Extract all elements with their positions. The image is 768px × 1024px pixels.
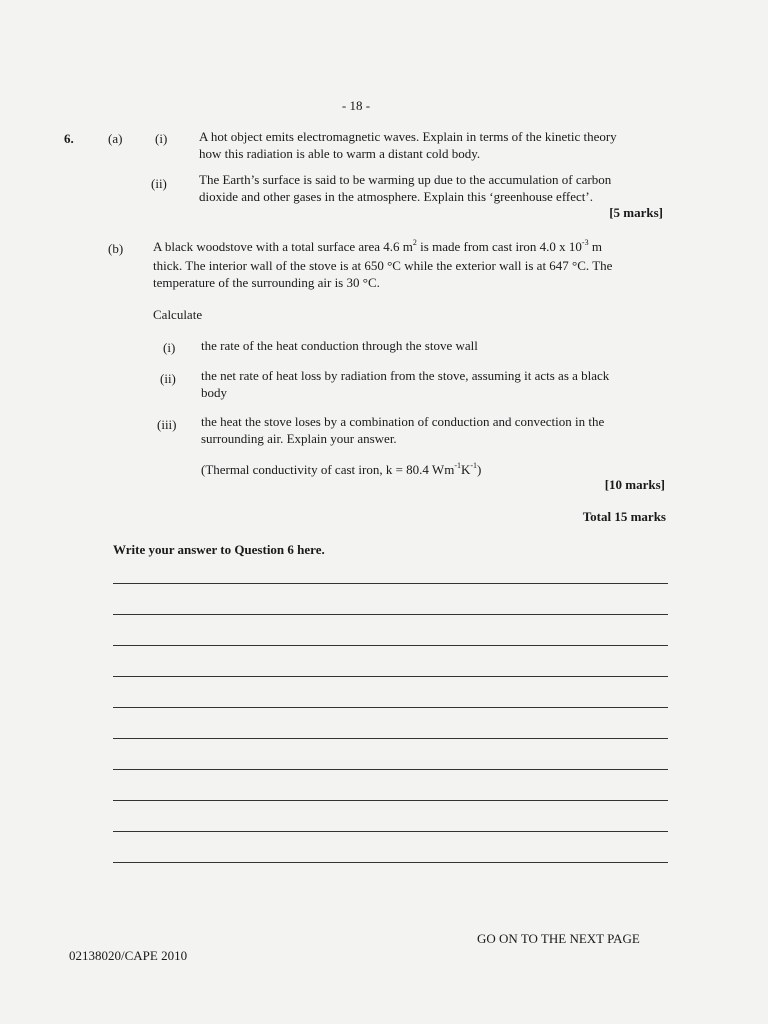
- part-a-i-line1: A hot object emits electromagnetic waves. Explain in terms of the kinetic theory: [199, 129, 617, 144]
- answer-line[interactable]: [113, 583, 668, 584]
- part-b-i-text: the rate of the heat conduction through the stove wall: [201, 338, 478, 353]
- total-marks: Total 15 marks: [582, 509, 666, 524]
- part-b-intro-line1: A black woodstove with a total surface area 4.6 $m^2$ is made from cast iron 4.0 x $10^{-3}$ m: [153, 237, 602, 254]
- part-a-ii-text: [199, 171, 611, 205]
- part-b-iii-label: (iii): [157, 417, 177, 432]
- answer-prompt: Write your answer to Question 6 here.: [113, 542, 325, 557]
- answer-line[interactable]: [113, 676, 668, 677]
- part-a-i-line2: how this radiation is able to warm a distant cold body.: [199, 146, 481, 161]
- part-b-intro-line3: temperature of the surrounding air is 30 °C.: [153, 275, 380, 290]
- go-on-next-page: GO ON TO THE NEXT PAGE: [477, 931, 640, 946]
- part-b-iii-text: [201, 413, 604, 447]
- page-number: - 18 -: [341, 98, 371, 113]
- answer-line[interactable]: [113, 707, 668, 708]
- part-a-ii-line2: dioxide and other gases in the atmosphere. Explain this ‘greenhouse effect’.: [199, 189, 593, 204]
- part-b-iii-line1: the heat the stove loses by a combination of conduction and convection in the: [201, 414, 605, 429]
- part-b-ii-text: [201, 367, 609, 401]
- part-a-i-text: [199, 128, 617, 162]
- answer-line[interactable]: [113, 645, 668, 646]
- part-a-i-label: (i): [155, 131, 168, 146]
- part-b-i-label: (i): [163, 340, 176, 355]
- part-b-marks: [10 marks]: [604, 477, 665, 492]
- answer-line[interactable]: [113, 862, 668, 863]
- thermal-conductivity-note: (Thermal conductivity of cast iron, k = 80.4 $Wm^{-1}K^{-1}$): [201, 460, 482, 477]
- answer-line[interactable]: [113, 831, 668, 832]
- part-b-iii-line2: surrounding air. Explain your answer.: [201, 431, 397, 446]
- answer-line[interactable]: [113, 738, 668, 739]
- part-b-ii-label: (ii): [160, 371, 176, 386]
- paper-code: 02138020/CAPE 2010: [69, 948, 188, 963]
- part-a-marks: [5 marks]: [609, 205, 663, 220]
- part-a-ii-line1: The Earth’s surface is said to be warming up due to the accumulation of carbon: [199, 172, 612, 187]
- answer-line[interactable]: [113, 614, 668, 615]
- part-b-ii-line2: body: [201, 385, 227, 400]
- part-b-ii-line1: the net rate of heat loss by radiation from the stove, assuming it acts as a black: [201, 368, 610, 383]
- part-a-ii-label: (ii): [151, 176, 167, 191]
- calculate-label: Calculate: [153, 307, 203, 322]
- answer-line[interactable]: [113, 800, 668, 801]
- part-b-intro-line2: thick. The interior wall of the stove is at 650 °C while the exterior wall is at 647 °C. The: [153, 258, 613, 273]
- part-a-label: (a): [108, 131, 123, 146]
- question-number: 6.: [64, 131, 74, 146]
- part-b-label: (b): [108, 241, 124, 256]
- answer-line[interactable]: [113, 769, 668, 770]
- part-b-intro: [153, 238, 666, 291]
